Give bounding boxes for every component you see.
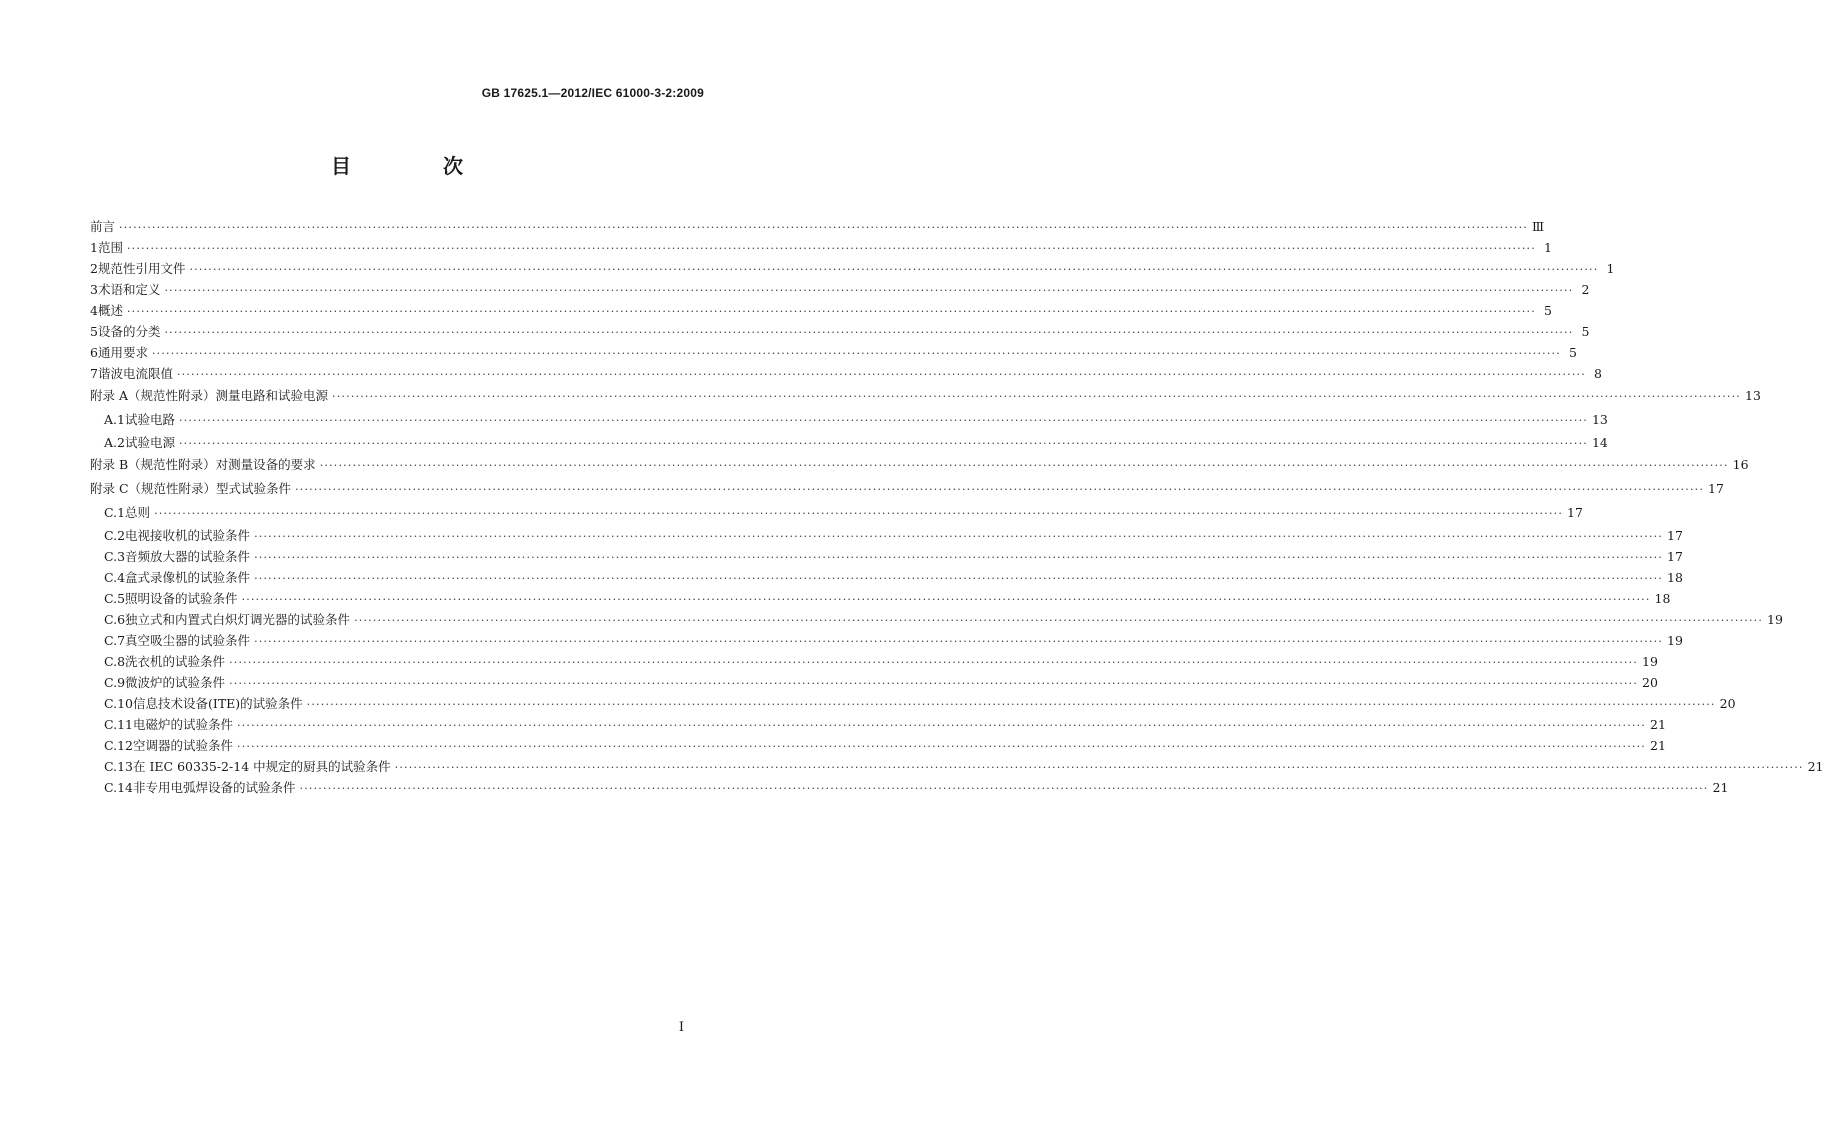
toc-entry-page: 18 [1667,570,1683,585]
toc-entry-page: 5 [1544,303,1552,318]
toc-entry-label: 范围 [97,240,123,255]
toc-entry[interactable] [90,432,1608,453]
toc-entry-page: 19 [1667,633,1683,648]
dot-leader: ············································································································································································································································································································ [237,740,1646,753]
toc-entry-page: 17 [1708,481,1724,496]
toc-entry-number: A.2 [104,435,125,450]
toc-entry-number: 附录 A（规范性附录） [90,388,216,403]
toc-entry-number: 附录 C（规范性附录） [90,481,217,496]
toc-entry-page: 21 [1712,780,1729,795]
dot-leader: ············································································································································································································································································································ [254,572,1664,585]
toc-entry-page: Ⅲ [1532,219,1545,234]
toc-entry[interactable] [90,567,1683,588]
toc-entry-label: 对测量设备的要求 [215,457,316,472]
toc-entry-page: 17 [1567,505,1583,520]
page-title: 目 次 [331,154,499,178]
toc-entry-label: 型式试验条件 [216,481,292,496]
toc-entry[interactable] [90,258,1615,279]
toc-entry-label: 信息技术设备(ITE)的试验条件 [133,696,303,711]
dot-leader: ············································································································································································································································································································ [254,551,1664,564]
dot-leader: ············································································································································································································································································································ [176,368,1586,381]
toc-entry-page: 5 [1569,345,1577,360]
toc-entry[interactable] [90,588,1671,609]
toc-entry-page: 2 [1581,282,1590,297]
toc-entry-number: 附录 B（规范性附录） [90,457,216,472]
toc-entry-label: 试验电路 [124,412,175,427]
dot-leader: ············································································································································································································································································································ [306,698,1716,711]
toc-entry-number: C.4 [104,570,126,585]
toc-entry-page: 14 [1591,435,1608,450]
dot-leader: ············································································································································································································································································································ [178,414,1588,427]
toc-entry-label: 音频放大器的试验条件 [125,549,251,564]
toc-entry-number: A.1 [104,412,125,427]
dot-leader: ············································································································································································································································································································ [295,483,1705,496]
dot-leader: ············································································································································································································································································································ [189,263,1599,276]
toc-entry-number: C.14 [104,780,133,795]
toc-entry-number: 4 [90,303,98,318]
toc-entry-label: 概述 [97,303,123,318]
toc-entry[interactable] [90,609,1783,630]
toc-entry-number: 7 [90,366,98,381]
dot-leader: ············································································································································································································································································································ [299,782,1709,795]
toc-entry-label: 规范性引用文件 [97,261,186,276]
toc-entry-number: 5 [90,324,98,339]
table-of-contents [90,216,1824,798]
toc-entry[interactable] [90,735,1666,756]
toc-entry[interactable] [90,342,1577,363]
toc-entry-page: 17 [1667,528,1683,543]
toc-entry-page: 21 [1807,759,1824,774]
toc-entry-page: 18 [1654,591,1671,606]
toc-entry-number: 1 [90,240,98,255]
toc-entry[interactable] [90,237,1552,258]
toc-entry-page: 21 [1650,738,1666,753]
toc-entry[interactable] [90,525,1683,546]
toc-entry[interactable] [90,279,1590,300]
toc-entry-number: C.7 [104,633,126,648]
toc-entry-label: 设备的分类 [97,324,161,339]
toc-entry-label: 微波炉的试验条件 [125,675,226,690]
toc-entry-page: 21 [1650,717,1666,732]
toc-entry-label: 测量电路和试验电源 [215,388,329,403]
toc-entry[interactable] [90,216,1545,237]
toc-entry[interactable] [90,546,1683,567]
toc-entry-number: 2 [90,261,98,276]
toc-entry-label: 独立式和内置式白炽灯调光器的试验条件 [125,612,351,627]
toc-entry-label: 总则 [125,505,151,520]
toc-entry[interactable] [90,672,1658,693]
toc-entry-number: C.11 [104,717,133,732]
dot-leader: ············································································································································································································································································································ [241,593,1651,606]
dot-leader: ············································································································································································································································································································ [126,242,1536,255]
dot-leader: ············································································································································································································································································································ [254,530,1664,543]
toc-entry-label: 洗衣机的试验条件 [125,654,226,669]
toc-entry[interactable] [90,630,1683,651]
dot-leader: ············································································································································································································································································································ [237,719,1646,732]
toc-entry[interactable] [90,714,1666,735]
toc-entry-number: 6 [90,345,98,360]
dot-leader: ············································································································································································································································································································ [154,507,1564,520]
dot-leader: ············································································································································································································································································································ [319,459,1729,472]
toc-entry[interactable] [90,477,1724,501]
toc-entry-number: C.1 [104,505,126,520]
toc-entry-number: C.6 [104,612,126,627]
standard-code: GB 17625.1—2012/IEC 61000-3-2:2009 [481,86,704,100]
toc-entry[interactable] [90,321,1590,342]
toc-entry-number: C.8 [104,654,126,669]
toc-entry-label: 在 IEC 60335-2-14 中规定的厨具的试验条件 [133,759,391,774]
toc-entry-page: 19 [1767,612,1783,627]
toc-entry-label: 盒式录像机的试验条件 [125,570,251,585]
toc-entry-page: 13 [1591,412,1608,427]
toc-entry[interactable] [90,756,1824,777]
dot-leader: ············································································································································································································································································································ [394,761,1804,774]
toc-entry-page: 1 [1544,240,1552,255]
toc-entry[interactable] [90,651,1658,672]
toc-entry-label: 试验电源 [124,435,175,450]
toc-entry-page: 20 [1719,696,1736,711]
dot-leader: ············································································································································································································································································································ [178,437,1588,450]
toc-entry-label: 空调器的试验条件 [133,738,234,753]
toc-entry[interactable] [90,300,1552,321]
dot-leader: ············································································································································································································································································································ [254,635,1664,648]
dot-leader: ············································································································································································································································································································ [151,347,1561,360]
toc-entry-label: 非专用电弧焊设备的试验条件 [133,780,296,795]
toc-entry-label: 术语和定义 [97,282,161,297]
toc-entry[interactable] [90,693,1736,714]
dot-leader: ············································································································································································································································································································ [126,305,1536,318]
toc-entry[interactable] [90,363,1602,384]
toc-entry-number: C.5 [104,591,126,606]
toc-entry-number: C.10 [104,696,133,711]
toc-entry-label: 通用要求 [97,345,148,360]
toc-entry[interactable] [90,384,1761,408]
toc-entry-label: 真空吸尘器的试验条件 [125,633,251,648]
toc-entry-label: 前言 [90,219,116,234]
dot-leader: ············································································································································································································································································································ [119,221,1528,234]
toc-entry[interactable] [90,777,1729,798]
dot-leader: ············································································································································································································································································································ [164,326,1574,339]
toc-entry-page: 17 [1667,549,1683,564]
toc-entry-page: 13 [1745,388,1761,403]
dot-leader: ············································································································································································································································································································ [332,390,1742,403]
toc-entry-page: 16 [1732,457,1749,472]
toc-entry-page: 5 [1581,324,1590,339]
toc-entry-number: C.13 [104,759,133,774]
dot-leader: ············································································································································································································································································································ [229,677,1639,690]
toc-entry-number: C.3 [104,549,126,564]
toc-entry-number: C.12 [104,738,133,753]
toc-entry-page: 1 [1606,261,1615,276]
toc-entry-page: 8 [1594,366,1602,381]
toc-entry-page: 20 [1642,675,1658,690]
toc-entry-label: 电磁炉的试验条件 [133,717,234,732]
dot-leader: ············································································································································································································································································································ [229,656,1639,669]
toc-entry-page: 19 [1642,654,1658,669]
dot-leader: ············································································································································································································································································································ [354,614,1764,627]
toc-entry-label: 谐波电流限值 [97,366,173,381]
toc-entry[interactable] [90,408,1608,432]
toc-entry-label: 电视接收机的试验条件 [125,528,251,543]
toc-entry-number: C.2 [104,528,126,543]
toc-entry[interactable] [90,453,1749,477]
dot-leader: ············································································································································································································································································································ [164,284,1574,297]
toc-entry-number: C.9 [104,675,126,690]
page-number: I [678,1020,684,1035]
toc-entry-label: 照明设备的试验条件 [125,591,238,606]
toc-entry[interactable] [90,501,1583,525]
toc-entry-number: 3 [90,282,98,297]
